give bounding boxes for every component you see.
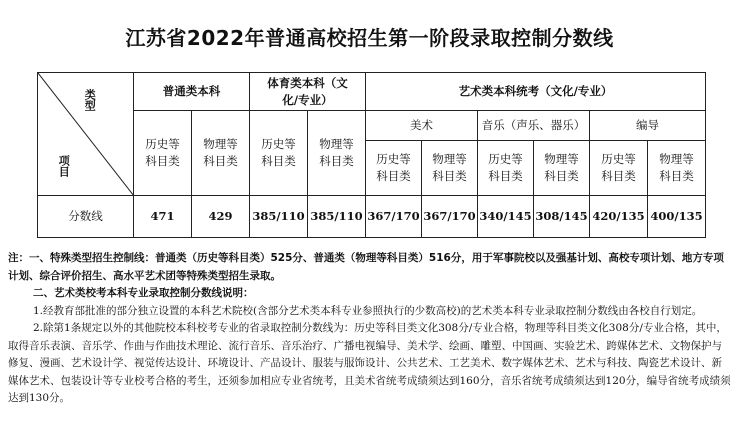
col-label: 历史等科目类 <box>261 137 296 168</box>
score-cell: 471 <box>134 196 192 238</box>
header-tiyu <box>250 73 366 111</box>
score-cell: 400/135 <box>648 196 706 238</box>
col-putong-lishi <box>134 111 192 196</box>
header-tiyu-label: 体育类本科（文化/专业） <box>267 75 348 107</box>
score-cell: 308/145 <box>534 196 590 238</box>
score-cell: 385/110 <box>250 196 308 238</box>
note-art-heading: 二、艺术类校考本科专业录取控制分数线说明： <box>33 287 254 299</box>
corner-type-label: 类型 <box>83 89 97 111</box>
table-corner-cell <box>38 73 134 196</box>
col-putong-wuli <box>192 111 250 196</box>
col-biandao-wuli <box>648 141 706 196</box>
note-art-item-2: 2.除第1条规定以外的其他院校本科校考专业的省录取控制分数线为：历史等科目类文化308分/专业合格，物理等科目类文化308分/专业合格，其中，取得音乐表演、音乐学、作曲与作曲技术理论、流行音乐、音乐治疗、广播电视编导、美术学、绘画、雕塑、中国画、实验艺术、跨媒体艺术、文物保护与修复、漫画、艺术设计学、视觉传达设计、环境设计、产品设计、服装与服饰设计、公共艺术、工艺美术、数字媒体艺术、艺术与科技、陶瓷艺术设计、新媒体艺术、包装设计等专业校考合格的考生，还须参加相应专业省统考，且美术省统考成绩须达到160分，音乐省统考成绩须达到120分，编导省统考成绩须达到130分。 <box>8 322 731 404</box>
score-cell: 385/110 <box>308 196 366 238</box>
col-label: 历史等科目类 <box>601 152 636 183</box>
col-label: 物理等科目类 <box>544 152 579 183</box>
header-putong: 普通类本科 <box>134 73 250 111</box>
table-row <box>38 196 706 238</box>
col-label: 物理等科目类 <box>319 137 354 168</box>
col-meishu-wuli <box>422 141 478 196</box>
col-yinyue-lishi <box>478 141 534 196</box>
corner-item-label: 项目 <box>57 155 71 177</box>
header-yishu: 艺术类本科统考（文化/专业） <box>366 73 706 111</box>
score-cell: 420/135 <box>590 196 648 238</box>
row-label: 分数线 <box>38 196 134 238</box>
score-table <box>37 72 706 238</box>
col-label: 物理等科目类 <box>659 152 694 183</box>
score-cell: 367/170 <box>422 196 478 238</box>
col-label: 历史等科目类 <box>145 137 180 168</box>
col-meishu-lishi <box>366 141 422 196</box>
col-label: 物理等科目类 <box>203 137 238 168</box>
col-yinyue-wuli <box>534 141 590 196</box>
score-cell: 429 <box>192 196 250 238</box>
subheader-meishu: 美术 <box>366 111 478 141</box>
col-tiyu-lishi <box>250 111 308 196</box>
col-label: 物理等科目类 <box>432 152 467 183</box>
score-cell: 367/170 <box>366 196 422 238</box>
note-special-line: 注：一、特殊类型招生控制线：普通类（历史等科目类）525分、普通类（物理等科目类）516分，用于军事院校以及强基计划、高校专项计划、地方专项计划、综合评价招生、高水平艺术团等特殊类型招生录取。 <box>8 252 724 282</box>
score-cell: 340/145 <box>478 196 534 238</box>
col-biandao-lishi <box>590 141 648 196</box>
col-tiyu-wuli <box>308 111 366 196</box>
note-art-item-1: 1.经教育部批准的部分独立设置的本科艺术院校(含部分艺术类本科专业参照执行的少数高校)的艺术类本科专业录取控制分数线由各校自行划定。 <box>33 304 703 317</box>
subheader-yinyue: 音乐（声乐、器乐） <box>478 111 590 141</box>
col-label: 历史等科目类 <box>376 152 411 183</box>
notes-section <box>8 250 732 408</box>
subheader-biandao: 编导 <box>590 111 706 141</box>
col-label: 历史等科目类 <box>488 152 523 183</box>
page-title: 江苏省2022年普通高校招生第一阶段录取控制分数线 <box>125 26 614 50</box>
